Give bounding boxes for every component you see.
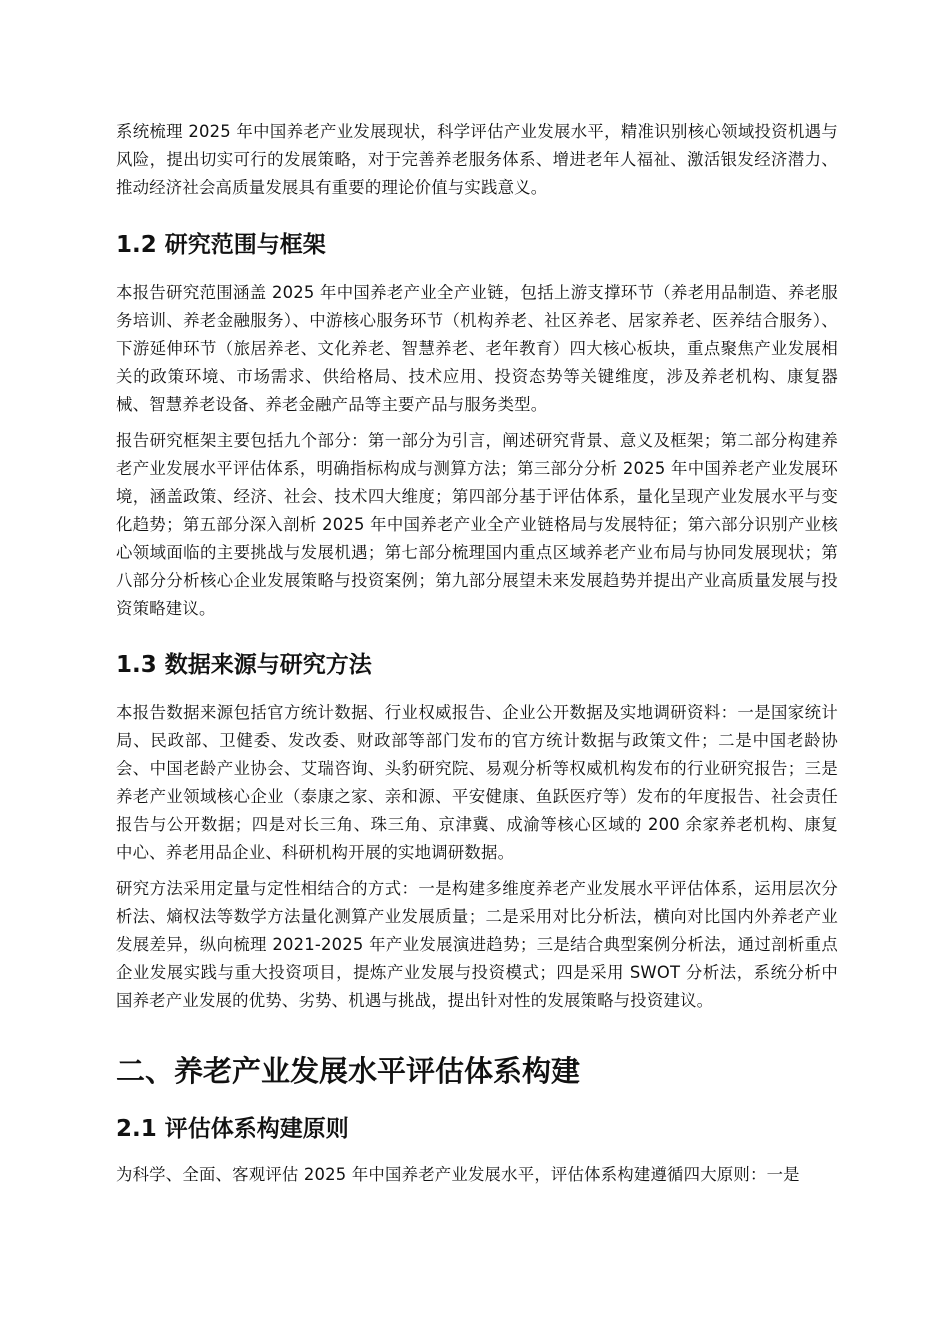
section-1-3-heading: 1.3 数据来源与研究方法 — [116, 652, 372, 678]
section-1-3-paragraph-2: 研究方法采用定量与定性相结合的方式：一是构建多维度养老产业发展水平评估体系，运用层次分析法、熵权法等数学方法量化测算产业发展质量；二是采用对比分析法，横向对比国内外养老产业发展差异，纵向梳理 2021-2025 年产业发展演进趋势；三是结合典型案例分析法，通过剖析重点企业发展实践与重大投资项目，提炼产业发展与投资模式；四是采用 SWOT 分析法，系统分析中国养老产业发展的优势、劣势、机遇与挑战，提出针对性的发展策略与投资建议。 — [116, 879, 838, 1010]
document-page — [116, 118, 838, 1189]
intro-paragraph-tail: 系统梳理 2025 年中国养老产业发展现状，科学评估产业发展水平，精准识别核心领域投资机遇与风险，提出切实可行的发展策略，对于完善养老服务体系、增进老年人福祉、激活银发经济潜力、推动经济社会高质量发展具有重要的理论价值与实践意义。 — [116, 122, 838, 197]
section-1-2-paragraph-2: 报告研究框架主要包括九个部分：第一部分为引言，阐述研究背景、意义及框架；第二部分构建养老产业发展水平评估体系，明确指标构成与测算方法；第三部分分析 2025 年中国养老产业发展环境，涵盖政策、经济、社会、技术四大维度；第四部分基于评估体系，量化呈现产业发展水平与变化趋势；第五部分深入剖析 2025 年中国养老产业全产业链格局与发展特征；第六部分识别产业核心领域面临的主要挑战与发展机遇；第七部分梳理国内重点区域养老产业布局与协同发展现状；第八部分分析核心企业发展策略与投资案例；第九部分展望未来发展趋势并提出产业高质量发展与投资策略建议。 — [116, 431, 838, 618]
section-1-2-paragraph-1: 本报告研究范围涵盖 2025 年中国养老产业全产业链，包括上游支撑环节（养老用品制造、养老服务培训、养老金融服务）、中游核心服务环节（机构养老、社区养老、居家养老、医养结合服务）、下游延伸环节（旅居养老、文化养老、智慧养老、老年教育）四大核心板块，重点聚焦产业发展相关的政策环境、市场需求、供给格局、技术应用、投资态势等关键维度，涉及养老机构、康复器械、智慧养老设备、养老金融产品等主要产品与服务类型。 — [116, 283, 838, 414]
section-2-1-paragraph-1: 为科学、全面、客观评估 2025 年中国养老产业发展水平，评估体系构建遵循四大原则：一是 — [116, 1165, 800, 1184]
chapter-2-heading: 二、养老产业发展水平评估体系构建 — [116, 1054, 581, 1088]
section-1-3-paragraph-1: 本报告数据来源包括官方统计数据、行业权威报告、企业公开数据及实地调研资料：一是国家统计局、民政部、卫健委、发改委、财政部等部门发布的官方统计数据与政策文件；二是中国老龄协会、中国老龄产业协会、艾瑞咨询、头豹研究院、易观分析等权威机构发布的行业研究报告；三是养老产业领域核心企业（泰康之家、亲和源、平安健康、鱼跃医疗等）发布的年度报告、社会责任报告与公开数据；四是对长三角、珠三角、京津冀、成渝等核心区域的 200 余家养老机构、康复中心、养老用品企业、科研机构开展的实地调研数据。 — [116, 703, 838, 862]
section-2-1-heading: 2.1 评估体系构建原则 — [116, 1116, 349, 1142]
section-1-2-heading: 1.2 研究范围与框架 — [116, 232, 326, 258]
